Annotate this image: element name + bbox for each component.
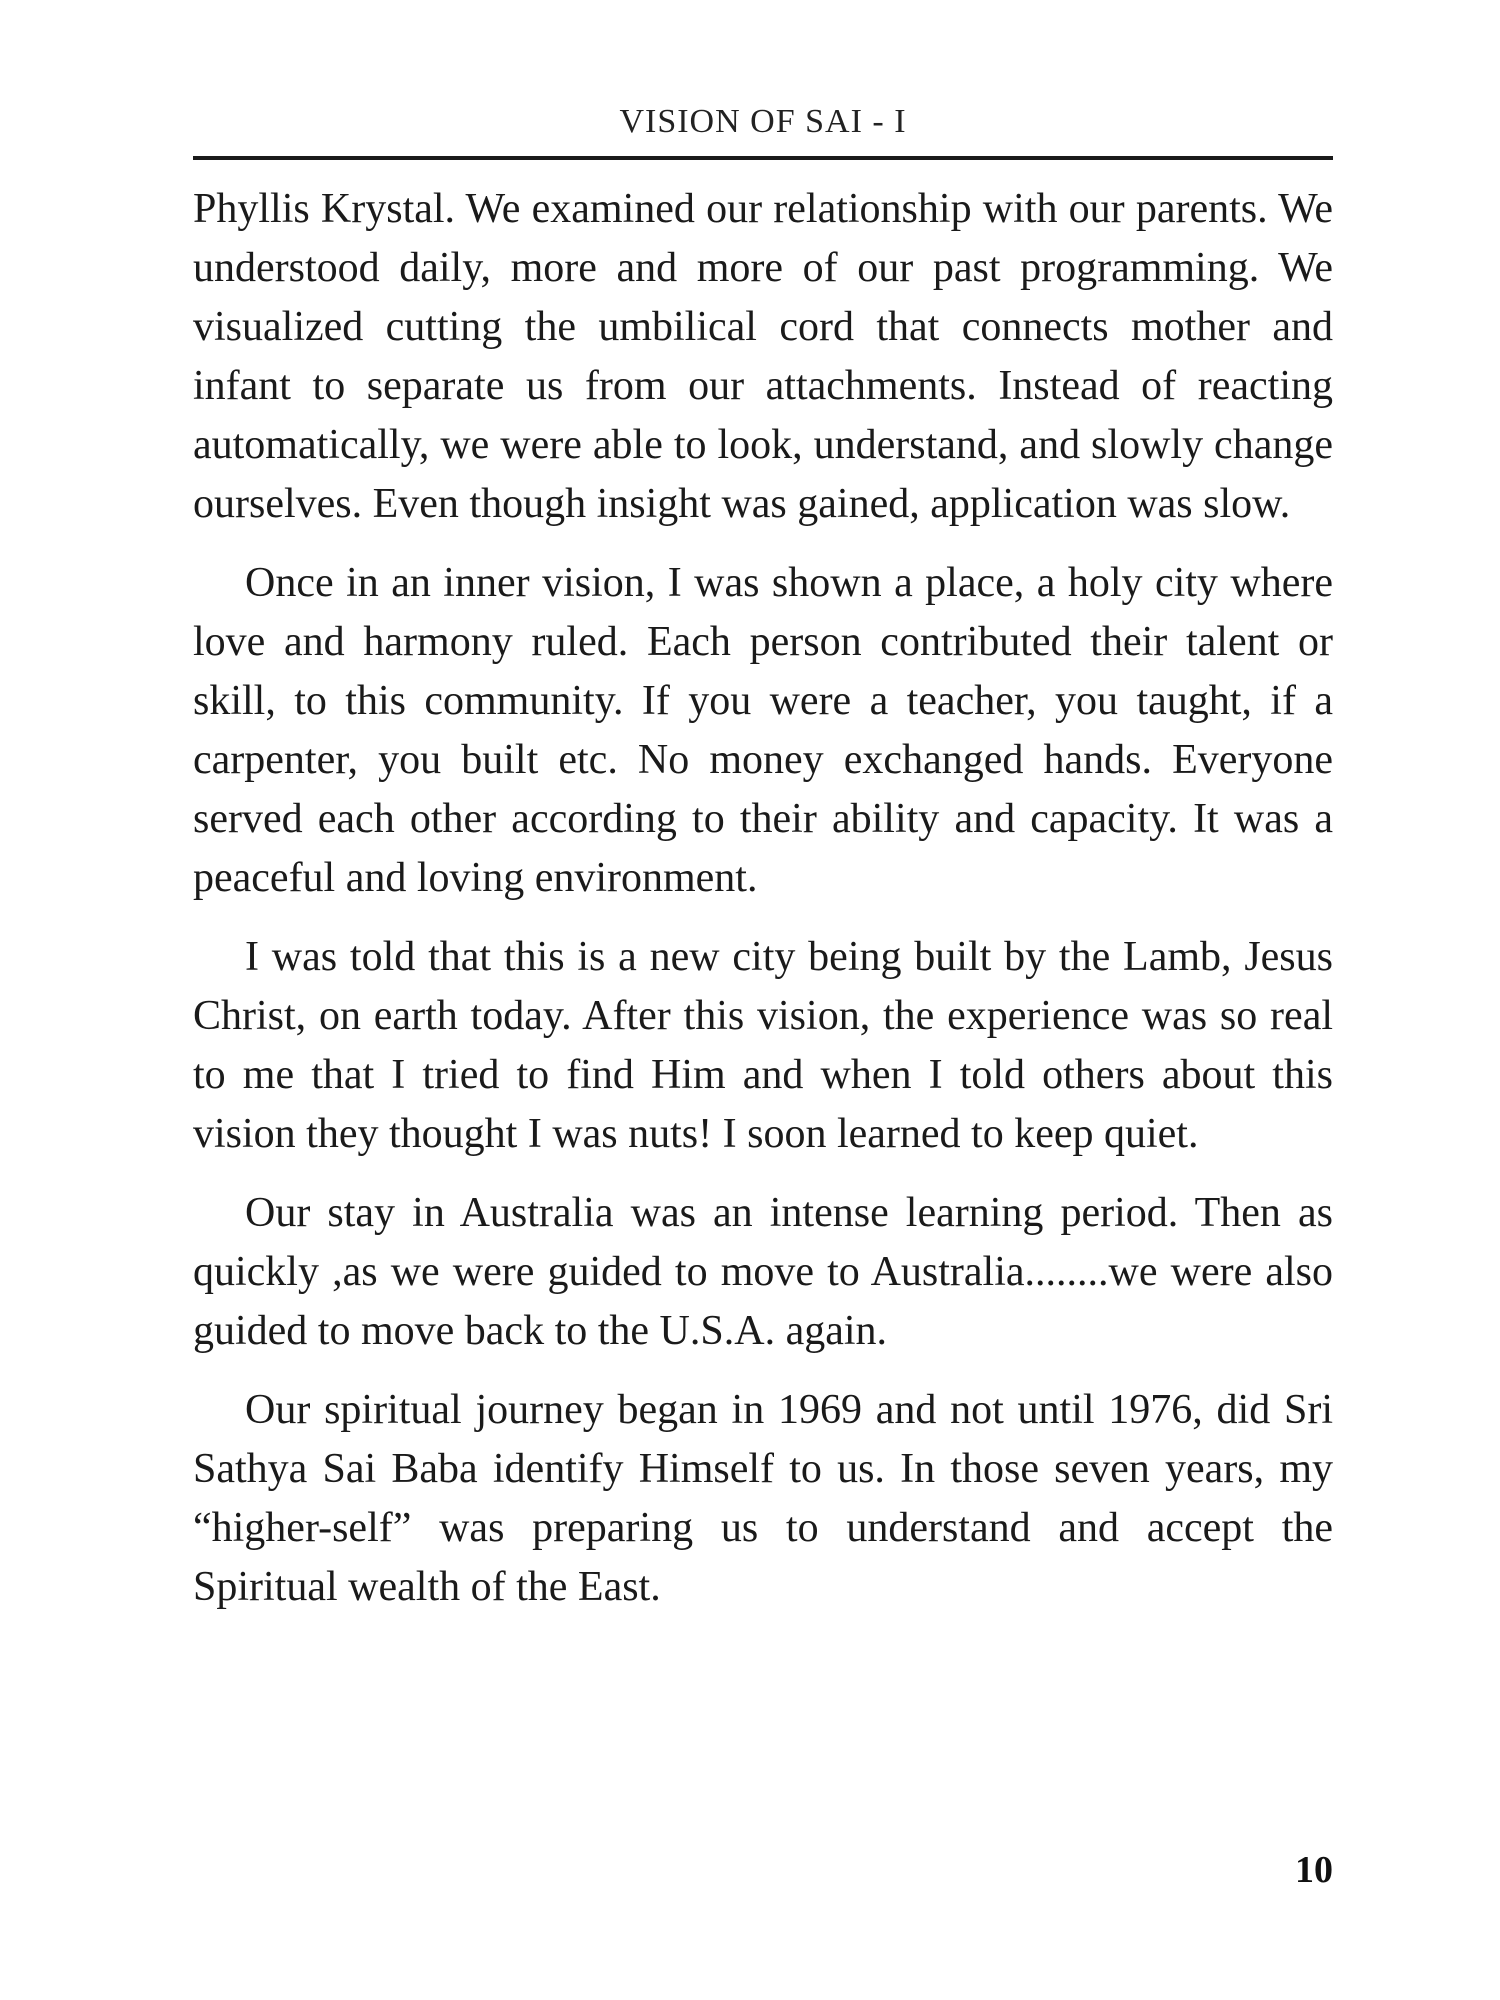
header-rule <box>193 156 1333 160</box>
paragraph-1: Phyllis Krystal. We examined our relationship with our parents. We understood daily, more and more of our past programming. We visualized cutting the umbilical cord that connects mother and infant to separate us from our attachments. Instead of reacting automatically, we were able to look, understand, and slowly change ourselves. Even though insight was gained, application was slow. <box>193 186 1333 527</box>
page-number: 10 <box>1295 1849 1333 1891</box>
body-text <box>193 180 1333 1637</box>
paragraph-4: Our stay in Australia was an intense learning period. Then as quickly ,as we were guided to move to Australia........we were also guided to move back to the U.S.A. again. <box>193 1190 1333 1354</box>
paragraph-3: I was told that this is a new city being built by the Lamb, Jesus Christ, on earth today. After this vision, the experience was so real to me that I tried to find Him and when I told others about this vision they thought I was nuts! I soon learned to keep quiet. <box>193 934 1333 1157</box>
running-head-title: VISION OF SAI - I <box>619 103 907 140</box>
paragraph-2: Once in an inner vision, I was shown a place, a holy city where love and harmony ruled. Each person contributed their talent or skill, to this community. If you were a teacher, you taught, if a carpenter, you built etc. No money exchanged hands. Everyone served each other according to their ability and capacity. It was a peaceful and loving environment. <box>193 560 1333 901</box>
paragraph-5: Our spiritual journey began in 1969 and not until 1976, did Sri Sathya Sai Baba identify Himself to us. In those seven years, my “higher-self” was preparing us to understand and accept the Spiritual wealth of the East. <box>193 1387 1333 1610</box>
